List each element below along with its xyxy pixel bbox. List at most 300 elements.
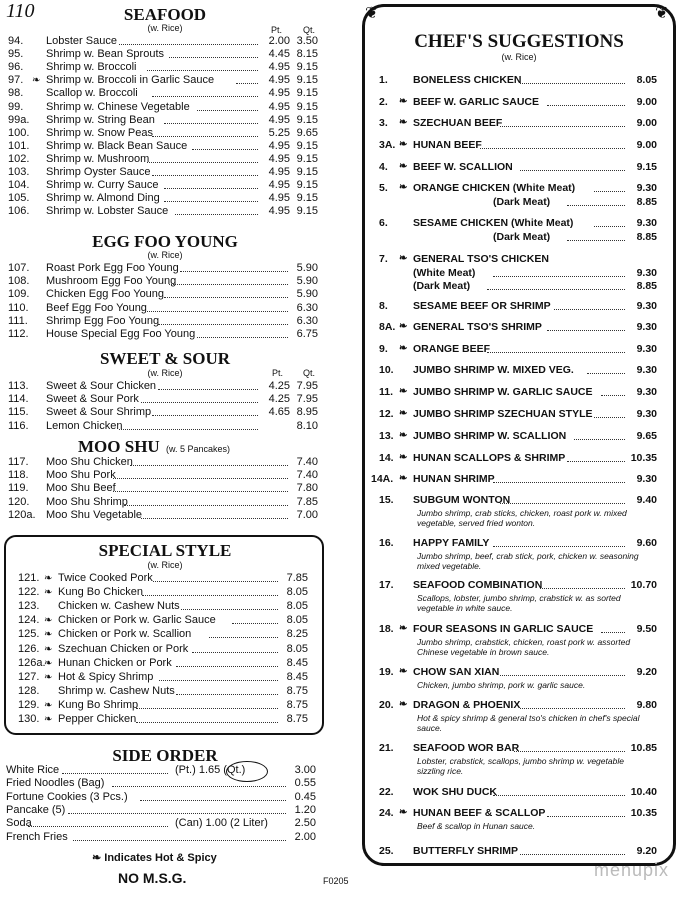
chefs-item (373, 182, 665, 196)
item-name: HUNAN SHRIMP (413, 473, 495, 485)
item-number: 12. (379, 408, 394, 420)
item-name: BEEF W. SCALLION (413, 161, 513, 173)
moo-shu-item (0, 469, 330, 482)
item-price-quart: 7.95 (296, 393, 318, 406)
dot-leader (141, 394, 258, 403)
item-name: Chicken or Pork w. Garlic Sauce (58, 614, 216, 627)
chefs-item (373, 430, 665, 444)
moo-shu-item (0, 456, 330, 469)
item-number: 10. (379, 364, 394, 376)
dot-leader (520, 75, 625, 84)
item-number: 128. (18, 684, 40, 697)
item-number: 108. (8, 275, 30, 288)
item-name: Sweet & Sour Pork (46, 393, 139, 406)
item-number: 8A. (379, 321, 396, 333)
seafood-item (0, 140, 330, 153)
item-number: 24. (379, 807, 394, 819)
item-name: Hot & Spicy Shrimp (58, 670, 154, 683)
item-name: SESAME CHICKEN (White Meat) (413, 217, 574, 229)
dot-leader (480, 140, 625, 149)
dot-leader (147, 303, 288, 312)
item-price: 5.90 (296, 262, 318, 274)
item-price: 9.00 (636, 96, 657, 108)
item-note: (Can) 1.00 (2 Liter) (175, 817, 268, 830)
item-name: Pancake (5) (6, 803, 66, 816)
item-subname: (Dark Meat) (493, 196, 551, 208)
item-price: 9.15 (636, 161, 657, 173)
item-number: 6. (379, 217, 388, 229)
item-number: 96. (8, 61, 24, 74)
item-price-pint: 4.95 (268, 87, 290, 100)
chefs-item (373, 807, 665, 821)
special-style-subtitle: (w. Rice) (147, 560, 183, 570)
dot-leader (520, 700, 625, 709)
seafood-item (0, 127, 330, 140)
item-price: 8.25 (286, 628, 308, 641)
item-number: 7. (379, 253, 388, 265)
item-price: 9.60 (636, 537, 657, 549)
item-price: 8.85 (636, 196, 657, 208)
item-name: JUMBO SHRIMP W. SCALLION (413, 430, 567, 442)
dot-leader (493, 268, 625, 277)
item-price-pint: 2.00 (268, 35, 290, 47)
item-price: 2.00 (294, 830, 316, 843)
dot-leader (567, 197, 625, 206)
dot-leader (500, 495, 625, 504)
item-price-pint: 4.95 (268, 192, 290, 205)
seafood-item (0, 192, 330, 205)
item-price: 1.20 (294, 803, 316, 816)
seafood-col-pt: Pt. (271, 25, 283, 35)
hot-spicy-icon: ❧ (44, 671, 53, 683)
special-style-box (4, 535, 324, 735)
item-name: Chicken or Pork w. Scallion (58, 628, 192, 641)
item-price: 6.30 (296, 301, 318, 314)
chefs-title: CHEF'S SUGGESTIONS (414, 31, 624, 52)
chefs-item (373, 699, 665, 713)
item-price: 7.00 (296, 508, 318, 521)
dot-leader (236, 75, 258, 84)
hot-spicy-icon: ❧ (44, 643, 53, 655)
item-number: 120a. (8, 508, 36, 521)
item-price: 5.90 (296, 275, 318, 288)
dot-leader (493, 474, 625, 483)
left-column (0, 0, 330, 901)
chefs-item (373, 786, 665, 800)
dot-leader (197, 102, 258, 111)
item-price: 6.30 (296, 314, 318, 327)
dot-leader (175, 206, 258, 215)
sweet-sour-item (0, 406, 330, 419)
item-subname: (Dark Meat) (493, 231, 551, 243)
item-number: 107. (8, 262, 30, 274)
item-number: 99a. (8, 113, 30, 126)
item-price: 9.65 (636, 430, 657, 442)
item-number: 114. (8, 393, 29, 406)
dot-leader (514, 743, 626, 752)
chefs-item (373, 96, 665, 110)
chefs-suggestions-box (362, 4, 676, 866)
item-name: Beef Egg Foo Young (46, 301, 147, 314)
item-number: 111. (8, 314, 28, 327)
item-name: Shrimp w. Mushroom (46, 152, 150, 165)
hot-spicy-icon: ❧ (399, 452, 408, 463)
item-name: Twice Cooked Pork (58, 572, 153, 584)
item-price: 0.45 (294, 790, 316, 803)
menu-code: F0205 (323, 876, 349, 886)
item-number: 95. (8, 48, 24, 61)
no-msg: NO M.S.G. (118, 870, 187, 886)
dot-leader (169, 49, 258, 58)
item-number: 104. (8, 179, 30, 192)
item-number: 113. (8, 380, 29, 392)
seafood-item (0, 61, 330, 74)
chefs-item (373, 161, 665, 175)
egg-foo-young-item (0, 262, 330, 275)
item-name: French Fries (6, 830, 68, 843)
item-name: FOUR SEASONS IN GARLIC SAUCE (413, 623, 594, 635)
item-price: 5.90 (296, 288, 318, 301)
item-number: 20. (379, 699, 394, 711)
item-name: BONELESS CHICKEN (413, 74, 522, 86)
dot-leader (158, 316, 288, 325)
item-number: 126. (18, 642, 40, 655)
item-price: 6.75 (296, 328, 318, 340)
item-price: 9.30 (636, 386, 657, 398)
dot-leader (169, 276, 288, 285)
moo-shu-title: MOO SHU (78, 437, 160, 456)
chefs-item (373, 74, 665, 88)
item-number: 3. (379, 117, 388, 129)
item-number: 118. (8, 469, 29, 482)
seafood-item (0, 153, 330, 166)
dot-leader (547, 322, 625, 331)
item-number: 119. (8, 482, 29, 495)
seafood-item (0, 74, 330, 87)
hot-spicy-icon: ❧ (44, 714, 53, 725)
hot-spicy-icon: ❧ (399, 623, 408, 634)
item-description: Hot & spicy shrimp & general tso's chicken in chef's special sauce. (417, 713, 640, 733)
item-price: 8.85 (636, 231, 657, 243)
dot-leader (587, 365, 625, 374)
dot-leader (158, 381, 258, 390)
item-price: 8.05 (286, 600, 308, 613)
item-name: Szechuan Chicken or Pork (58, 642, 189, 655)
item-name: Shrimp w. Snow Peas (46, 126, 153, 139)
item-name: Scallop w. Broccoli (46, 87, 138, 100)
dot-leader (520, 846, 625, 855)
item-name: Shrimp Egg Foo Young (46, 314, 160, 327)
item-number: 18. (379, 623, 394, 635)
sweet-sour-item (0, 420, 330, 433)
dot-leader (164, 115, 258, 124)
chefs-item (373, 139, 665, 153)
dot-leader (119, 421, 258, 430)
item-number: 129. (18, 698, 40, 711)
dot-leader (147, 154, 258, 163)
item-name: Shrimp w. String Bean (46, 113, 155, 126)
item-name: GENERAL TSO'S SHRIMP (413, 321, 542, 333)
item-number: 130. (18, 713, 40, 725)
chefs-item (373, 364, 665, 378)
item-price-quart: 7.95 (296, 380, 318, 392)
chefs-item (373, 217, 665, 231)
chefs-item (373, 579, 665, 593)
item-price-pint: 4.65 (268, 406, 290, 419)
hot-legend (92, 851, 217, 864)
item-price: 7.85 (286, 572, 308, 584)
hot-spicy-icon: ❧ (44, 615, 53, 627)
sweet-sour-title: SWEET & SOUR (99, 349, 231, 368)
sweet-sour-col-qt: Qt. (303, 368, 316, 378)
dot-leader (68, 805, 286, 814)
item-name: Shrimp w. Broccoli (46, 61, 137, 74)
dot-leader (554, 301, 625, 310)
item-number: 126a. (18, 656, 46, 669)
item-price-quart: 9.65 (296, 126, 318, 139)
hot-spicy-icon: ❧ (92, 852, 105, 864)
corner-flourish-icon: ❦ (365, 5, 379, 22)
item-price: 8.75 (286, 713, 308, 725)
item-price: 8.45 (286, 656, 308, 669)
item-price: 8.05 (636, 74, 657, 86)
egg-foo-young-item (0, 275, 330, 288)
dot-leader (547, 97, 625, 106)
dot-leader (547, 808, 625, 817)
item-name: Soda (6, 817, 32, 830)
chefs-item (373, 300, 665, 314)
hot-spicy-icon: ❧ (399, 182, 408, 193)
item-price: 8.05 (286, 586, 308, 599)
item-name: Fortune Cookies (3 Pcs.) (6, 790, 128, 803)
sweet-sour-col-pt: Pt. (272, 368, 284, 378)
item-price-pint: 4.95 (268, 61, 290, 74)
item-price: 9.80 (636, 699, 657, 711)
item-price-quart: 9.15 (296, 87, 318, 100)
item-name: Roast Pork Egg Foo Young (46, 262, 179, 274)
hot-spicy-icon: ❧ (44, 657, 53, 669)
dot-leader (574, 431, 625, 440)
item-price-pint: 4.95 (268, 166, 290, 178)
seafood-title: SEAFOOD (123, 5, 207, 24)
item-price-pint: 4.25 (268, 380, 290, 392)
item-name: HUNAN BEEF (413, 139, 482, 151)
chefs-item (373, 452, 665, 466)
item-number: 102. (8, 152, 30, 165)
hot-spicy-icon: ❧ (44, 587, 53, 599)
item-number: 99. (8, 100, 24, 113)
item-name: SEAFOOD COMBINATION (413, 579, 543, 591)
item-number: 2. (379, 96, 388, 108)
item-description: Beef & scallop in Hunan sauce. (417, 821, 536, 831)
item-number: 103. (8, 166, 30, 178)
item-price: 9.20 (636, 666, 657, 678)
item-name: Lobster Sauce (46, 35, 117, 47)
item-price-quart: 8.10 (296, 419, 318, 432)
item-price: 9.30 (636, 300, 657, 312)
seafood-subtitle: (w. Rice) (147, 23, 183, 33)
item-description: Scallops, lobster, jumbo shrimp, crabstick w. as sorted vegetable in white sauce. (417, 593, 621, 613)
item-name: SZECHUAN BEEF (413, 117, 503, 129)
item-number: 11. (379, 386, 394, 398)
item-price-pint: 5.25 (268, 126, 290, 139)
item-name: Kung Bo Chicken (58, 586, 143, 599)
egg-foo-young-title: EGG FOO YOUNG (92, 232, 238, 251)
item-name: ORANGE CHICKEN (White Meat) (413, 182, 576, 194)
item-price: 10.70 (630, 579, 657, 591)
side-order-item (0, 817, 330, 830)
hot-spicy-icon: ❧ (399, 666, 408, 677)
item-price-quart: 8.15 (296, 48, 318, 61)
dot-leader (152, 167, 258, 176)
item-number: 106. (8, 205, 30, 218)
item-name: Pepper Chicken (58, 713, 137, 725)
dot-leader (520, 162, 625, 171)
item-price: 10.35 (630, 452, 657, 464)
item-price: 9.30 (636, 364, 657, 376)
seafood-item (0, 87, 330, 100)
item-price-pint: 4.95 (268, 100, 290, 113)
egg-foo-young-item (0, 302, 330, 315)
item-name: Moo Shu Pork (46, 469, 116, 482)
hot-spicy-icon: ❧ (399, 161, 408, 172)
moo-shu-item (0, 509, 330, 522)
item-number: 15. (379, 494, 394, 506)
item-name: HUNAN SCALLOPS & SHRIMP (413, 452, 566, 464)
item-number: 124. (18, 614, 40, 627)
item-number: 100. (8, 126, 30, 139)
item-number: 98. (8, 87, 24, 100)
item-number: 115. (8, 406, 29, 419)
dot-leader (152, 128, 258, 137)
hot-spicy-icon: ❧ (44, 573, 53, 584)
item-number: 123. (18, 600, 40, 613)
egg-foo-young-subtitle: (w. Rice) (147, 250, 183, 260)
dot-leader (594, 218, 625, 227)
side-order-item (0, 777, 330, 790)
item-description: Jumbo shrimp, beef, crab stick, pork, chicken w. seasoning mixed vegetable. (417, 551, 639, 571)
item-number: 117. (8, 456, 29, 468)
hot-spicy-icon: ❧ (399, 386, 408, 397)
item-name: BUTTERFLY SHRIMP (413, 845, 519, 857)
item-price: 7.80 (296, 482, 318, 495)
item-price: 8.05 (286, 642, 308, 655)
chefs-item (373, 666, 665, 680)
item-price-pint: 4.45 (268, 48, 290, 61)
item-price: 10.40 (630, 786, 657, 798)
item-price: 2.50 (294, 817, 316, 830)
item-name: Hunan Chicken or Pork (58, 656, 172, 669)
hot-spicy-icon: ❧ (399, 807, 408, 818)
moo-shu-note: (w. 5 Pancakes) (166, 444, 231, 454)
item-number: 121. (18, 572, 40, 584)
dot-leader (594, 409, 625, 418)
seafood-col-qt: Qt. (303, 25, 316, 35)
seafood-item (0, 101, 330, 114)
item-price: 8.75 (286, 684, 308, 697)
dot-leader (164, 193, 258, 202)
item-price: 8.45 (286, 670, 308, 683)
item-number: 22. (379, 786, 394, 798)
item-price: 7.40 (296, 456, 318, 468)
item-price-quart: 9.15 (296, 61, 318, 74)
chefs-item (373, 537, 665, 551)
item-price: 10.35 (630, 807, 657, 819)
item-name: CHOW SAN XIAN (413, 666, 500, 678)
item-name: House Special Egg Foo Young (46, 328, 196, 340)
item-price: 10.85 (630, 742, 657, 754)
item-name: Moo Shu Chicken (46, 456, 133, 468)
item-price: 0.55 (294, 777, 316, 790)
hot-spicy-icon: ❧ (399, 699, 408, 710)
item-name: ORANGE BEEF (413, 343, 491, 355)
item-name: Shrimp w. Almond Ding (46, 192, 160, 205)
item-number: 94. (8, 35, 24, 47)
item-name: Chicken w. Cashew Nuts (58, 600, 180, 613)
dot-leader (130, 457, 288, 466)
item-name: Shrimp w. Broccoli in Garlic Sauce (46, 74, 215, 87)
egg-foo-young-item (0, 288, 330, 301)
item-number: 122. (18, 586, 40, 599)
chefs-item (373, 742, 665, 756)
chefs-item (373, 321, 665, 335)
seafood-item (0, 48, 330, 61)
hot-spicy-icon: ❧ (399, 408, 408, 419)
item-description: Jumbo shrimp, crab sticks, chicken, roast pork w. mixed vegetable, served fried wonton. (417, 508, 627, 528)
dot-leader (500, 118, 625, 127)
item-number: 13. (379, 430, 394, 442)
item-price: 8.75 (286, 698, 308, 711)
item-number: 14A. (371, 473, 394, 485)
dot-leader (594, 183, 625, 192)
item-price: 9.30 (636, 408, 657, 420)
hot-spicy-icon: ❧ (44, 699, 53, 711)
seafood-item (0, 205, 330, 218)
hot-legend-text: Indicates Hot & Spicy (104, 852, 217, 864)
hot-spicy-icon: ❧ (44, 629, 53, 641)
corner-flourish-icon: ❦ (655, 5, 669, 22)
item-subname: (Dark Meat) (413, 280, 471, 292)
item-name: Shrimp w. Lobster Sauce (46, 205, 169, 218)
item-price: 9.30 (636, 473, 657, 485)
chefs-item (373, 473, 665, 487)
item-description: Lobster, crabstick, scallops, jumbo shrimp w. vegetable sizzling rice. (417, 756, 624, 776)
item-number: 16. (379, 537, 394, 549)
special-style-title: SPECIAL STYLE (98, 541, 232, 560)
dot-leader (493, 787, 625, 796)
hot-spicy-icon: ❧ (399, 343, 408, 354)
item-price: 9.30 (636, 182, 657, 194)
item-price-quart: 9.15 (296, 100, 318, 113)
item-name: JUMBO SHRIMP W. GARLIC SAUCE (413, 386, 593, 398)
dot-leader (147, 62, 258, 71)
hot-spicy-icon: ❧ (399, 253, 408, 264)
side-order-title: SIDE ORDER (112, 746, 218, 765)
item-price-quart: 9.15 (296, 192, 318, 205)
chefs-item (373, 117, 665, 131)
chefs-item (373, 408, 665, 422)
item-price: 9.30 (636, 217, 657, 229)
item-number: 120. (8, 495, 30, 508)
item-name: BEEF W. GARLIC SAUCE (413, 96, 540, 108)
dot-leader (487, 344, 625, 353)
item-name: Moo Shu Vegetable (46, 508, 143, 521)
egg-foo-young-item (0, 328, 330, 341)
item-name: Moo Shu Shrimp (46, 495, 128, 508)
item-number: 125. (18, 628, 40, 641)
dot-leader (113, 483, 288, 492)
item-number: 19. (379, 666, 394, 678)
